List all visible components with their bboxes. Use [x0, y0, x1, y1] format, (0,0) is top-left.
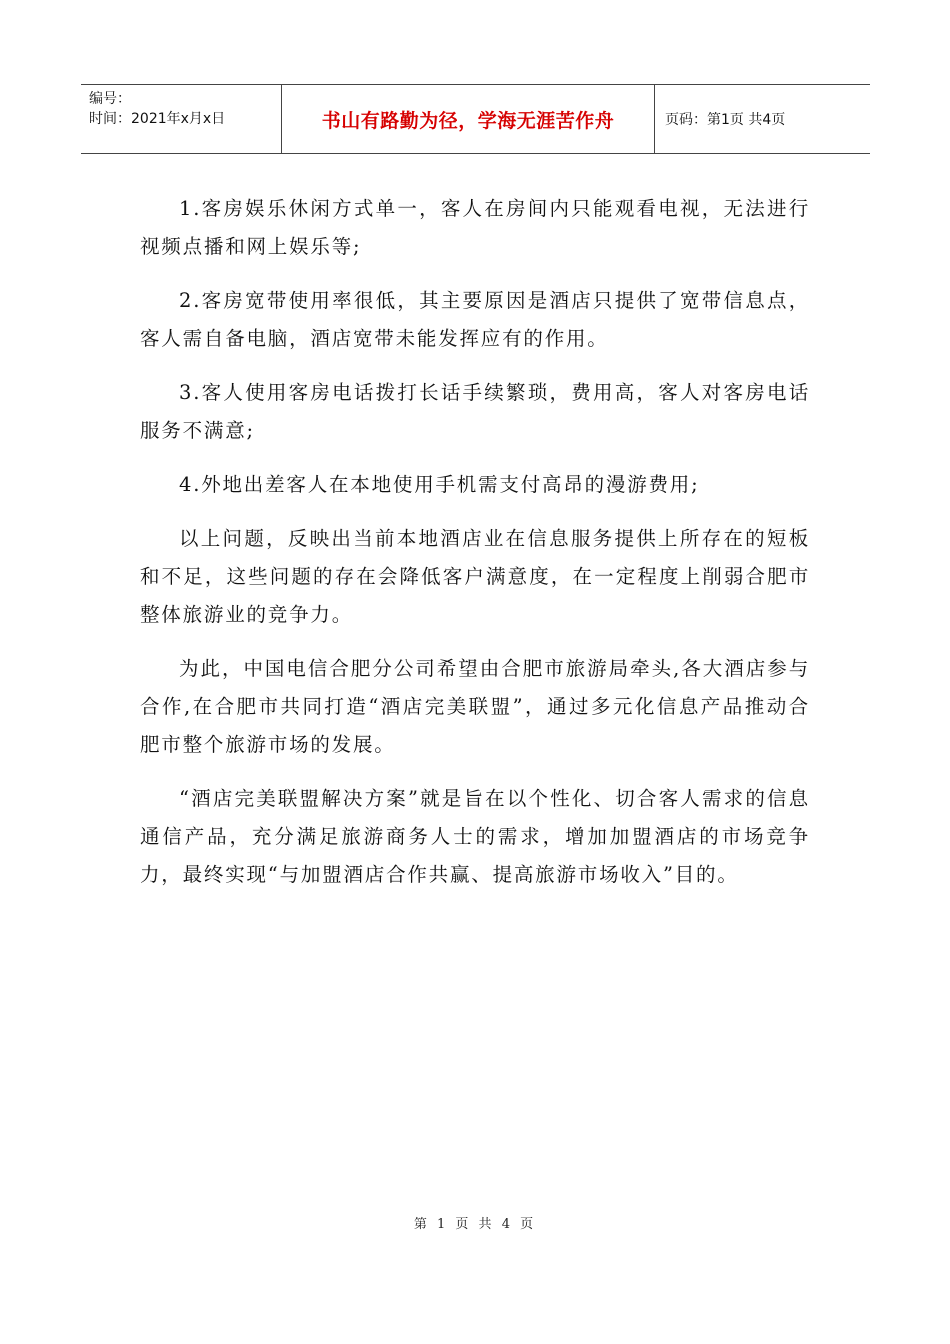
document-number-label: 编号： [89, 91, 131, 107]
page-footer: 第 1 页 共 4 页 [413, 1217, 537, 1232]
paragraph: 2.客房宽带使用率很低，其主要原因是酒店只提供了宽带信息点，客人需自备电脑，酒店宽带未能发挥应有的作用。 [140, 289, 810, 350]
header-page-info: 页码：第1页 共4页 [665, 112, 786, 128]
header-motto: 书山有路勤为径，学海无涯苦作舟 [282, 85, 655, 153]
paragraph: “酒店完美联盟解决方案”就是旨在以个性化、切合客人需求的信息通信产品，充分满足旅游商务人士的需求，增加加盟酒店的市场竞争力，最终实现“与加盟酒店合作共赢、提高旅游市场收入”目的。 [140, 787, 810, 886]
page-header [81, 84, 870, 154]
document-body [140, 190, 810, 910]
paragraph: 4.外地出差客人在本地使用手机需支付高昂的漫游费用; [179, 473, 700, 496]
header-meta [81, 85, 282, 153]
document-date: 时间：2021年x月x日 [89, 111, 226, 127]
paragraph: 1.客房娱乐休闲方式单一，客人在房间内只能观看电视，无法进行视频点播和网上娱乐等; [140, 197, 810, 258]
paragraph: 以上问题，反映出当前本地酒店业在信息服务提供上所存在的短板和不足，这些问题的存在会降低客户满意度，在一定程度上削弱合肥市整体旅游业的竞争力。 [140, 527, 810, 626]
paragraph: 为此，中国电信合肥分公司希望由合肥市旅游局牵头,各大酒店参与合作,在合肥市共同打造“酒店完美联盟”，通过多元化信息产品推动合肥市整个旅游市场的发展。 [140, 657, 810, 756]
paragraph: 3.客人使用客房电话拨打长话手续繁琐，费用高，客人对客房电话服务不满意; [140, 381, 810, 442]
